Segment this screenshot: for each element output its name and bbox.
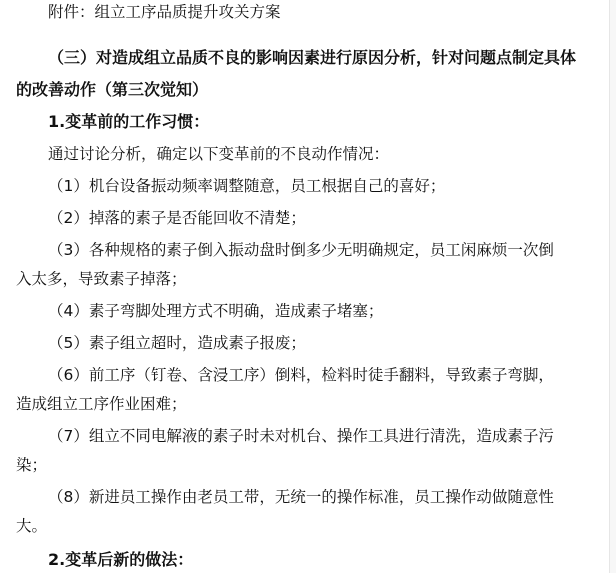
- attachment-line: 附件：组立工序品质提升攻关方案: [48, 3, 281, 21]
- list-item: （7）组立不同电解液的素子时未对机台、操作工具进行清洗，造成素子污: [48, 427, 554, 445]
- intro-line: 通过讨论分析，确定以下变革前的不良动作情况：: [48, 145, 390, 163]
- list-item-continuation: 染；: [16, 456, 48, 474]
- list-item: （5）素子组立超时，造成素子报废；: [48, 334, 306, 352]
- list-item: （6）前工序（钉卷、含浸工序）倒料，检料时徒手翻料，导致素子弯脚，: [48, 366, 554, 384]
- list-item: （1）机台设备振动频率调整随意，员工根据自己的喜好；: [48, 177, 446, 195]
- section-heading-line2: 的改善动作（第三次觉知）: [16, 80, 209, 99]
- list-item-continuation: 造成组立工序作业困难；: [16, 395, 187, 413]
- list-item: （4）素子弯脚处理方式不明确，造成素子堵塞；: [48, 302, 384, 320]
- section-heading-line1: （三）对造成组立品质不良的影响因素进行原因分析，针对问题点制定具体: [48, 48, 577, 67]
- list-item: （8）新进员工操作由老员工带，无统一的操作标准，员工操作动做随意性: [48, 488, 554, 506]
- list-item: （2）掉落的素子是否能回收不清楚；: [48, 209, 306, 227]
- page-edge: [609, 0, 616, 573]
- list-item-continuation: 入太多，导致素子掉落；: [16, 270, 187, 288]
- sub2-heading: 2.变革后新的做法：: [48, 550, 194, 569]
- list-item: （3）各种规格的素子倒入振动盘时倒多少无明确规定，员工闲麻烦一次倒: [48, 241, 554, 259]
- sub1-heading: 1.变革前的工作习惯：: [48, 112, 210, 131]
- list-item-continuation: 大。: [16, 517, 48, 535]
